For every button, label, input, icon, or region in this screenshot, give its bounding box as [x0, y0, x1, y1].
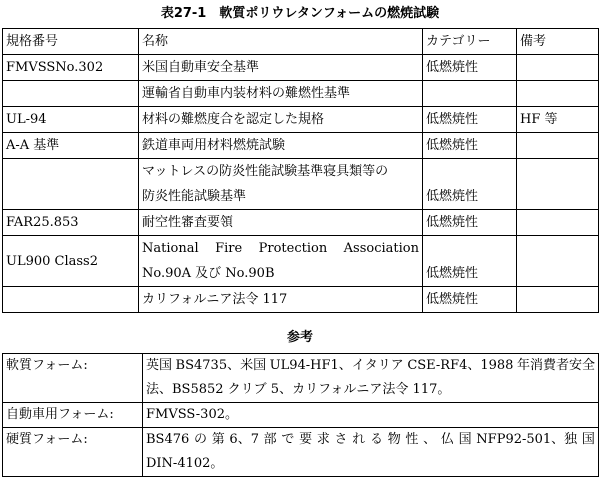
category: 低燃焼性	[423, 287, 517, 313]
standard-name-word: Fire	[215, 241, 243, 256]
reference-text	[143, 354, 599, 403]
reference-word: 要	[299, 432, 313, 447]
reference-text-line	[146, 354, 595, 378]
reference-word: 求	[316, 432, 330, 447]
standard-name-word: Protection	[258, 241, 328, 256]
standard-number: UL900 Class2	[3, 236, 139, 287]
flammability-standards-table	[2, 28, 599, 313]
reference-text-line: DIN-4102。	[146, 456, 224, 471]
reference-word: で	[281, 432, 295, 447]
reference-word: CSE-RF4、1988	[407, 358, 514, 373]
standard-name: 材料の難燃度合を認定した規格	[139, 107, 423, 133]
table-row	[3, 403, 599, 428]
remarks	[517, 81, 599, 107]
remarks	[517, 159, 599, 210]
standard-name: カリフォルニア法令 117	[139, 287, 423, 313]
standard-name	[139, 236, 423, 287]
reference-word: BS476	[146, 432, 190, 447]
reference-word: 年消費者安全	[516, 358, 595, 373]
standard-number: A-A 基準	[3, 133, 139, 159]
remarks	[517, 55, 599, 81]
standard-name: 鉄道車両用材料燃焼試験	[139, 133, 423, 159]
remarks	[517, 133, 599, 159]
category: 低燃焼性	[423, 133, 517, 159]
category: 低燃焼性	[423, 236, 517, 287]
reference-text	[143, 403, 599, 428]
table-row	[3, 107, 599, 133]
remarks	[517, 210, 599, 236]
standard-name: 運輸省自動車内装材料の難燃性基準	[139, 81, 423, 107]
table-row	[3, 236, 599, 287]
reference-word: さ	[334, 432, 348, 447]
remarks	[517, 236, 599, 287]
category: 低燃焼性	[423, 55, 517, 81]
standard-number: FMVSSNo.302	[3, 55, 139, 81]
standard-number: FAR25.853	[3, 210, 139, 236]
category: 低燃焼性	[423, 107, 517, 133]
reference-word: 国	[458, 432, 472, 447]
standard-number: UL-94	[3, 107, 139, 133]
category: 低燃焼性	[423, 210, 517, 236]
reference-table	[2, 353, 599, 477]
header-row	[3, 29, 599, 55]
table-row	[3, 159, 599, 210]
table-row	[3, 55, 599, 81]
reference-word: 部	[263, 432, 277, 447]
reference-word: 英国	[146, 358, 173, 373]
standard-name-line: 防炎性能試験基準	[142, 189, 247, 204]
reference-text-line: 法、BS5852 クリブ 5、カリフォルニア法令 117。	[146, 382, 451, 397]
table-row	[3, 81, 599, 107]
standard-name: 米国自動車安全基準	[139, 55, 423, 81]
reference-text	[143, 428, 599, 477]
reference-word: 第	[211, 432, 225, 447]
standard-name-line	[142, 236, 419, 261]
reference-word: 6、7	[229, 432, 259, 447]
standard-name	[139, 159, 423, 210]
remarks	[517, 287, 599, 313]
reference-text-line	[146, 428, 595, 452]
standard-number	[3, 81, 139, 107]
header-category: カテゴリー	[423, 29, 517, 55]
standard-name: 耐空性審査要領	[139, 210, 423, 236]
reference-word: 物	[387, 432, 401, 447]
category: 低燃焼性	[423, 159, 517, 210]
header-remarks: 備考	[517, 29, 599, 55]
standard-name-word: National	[142, 241, 199, 256]
reference-word: UL94-HF1、イタリア	[269, 358, 404, 373]
standard-name-line: No.90A 及び No.90B	[142, 266, 275, 281]
reference-label: 自動車用フォーム:	[3, 403, 143, 428]
reference-word: BS4735、米国	[175, 358, 267, 373]
reference-word: 仏	[440, 432, 454, 447]
table-row	[3, 428, 599, 477]
reference-word: 国	[581, 432, 595, 447]
table-title: 表27-1 軟質ポリウレタンフォームの燃焼試験	[160, 6, 440, 21]
standard-number	[3, 287, 139, 313]
reference-word: NFP92-501、独	[476, 432, 578, 447]
table-row	[3, 133, 599, 159]
reference-word: る	[369, 432, 383, 447]
reference-label: 軟質フォーム:	[3, 354, 143, 403]
category	[423, 81, 517, 107]
reference-word: の	[193, 432, 207, 447]
remarks: HF 等	[517, 107, 599, 133]
reference-word: れ	[352, 432, 366, 447]
table-row	[3, 354, 599, 403]
header-name: 名称	[139, 29, 423, 55]
table-row	[3, 287, 599, 313]
reference-word: 、	[423, 432, 437, 447]
reference-label: 硬質フォーム:	[3, 428, 143, 477]
reference-title: 参考	[286, 330, 313, 345]
reference-text-line: FMVSS-302。	[146, 407, 238, 422]
table-row	[3, 210, 599, 236]
standard-name-line: マットレスの防炎性能試験基準寝具類等の	[142, 164, 389, 179]
header-standard-number: 規格番号	[3, 29, 139, 55]
reference-word: 性	[405, 432, 419, 447]
standard-name-word: Association	[343, 241, 419, 256]
standard-number	[3, 159, 139, 210]
